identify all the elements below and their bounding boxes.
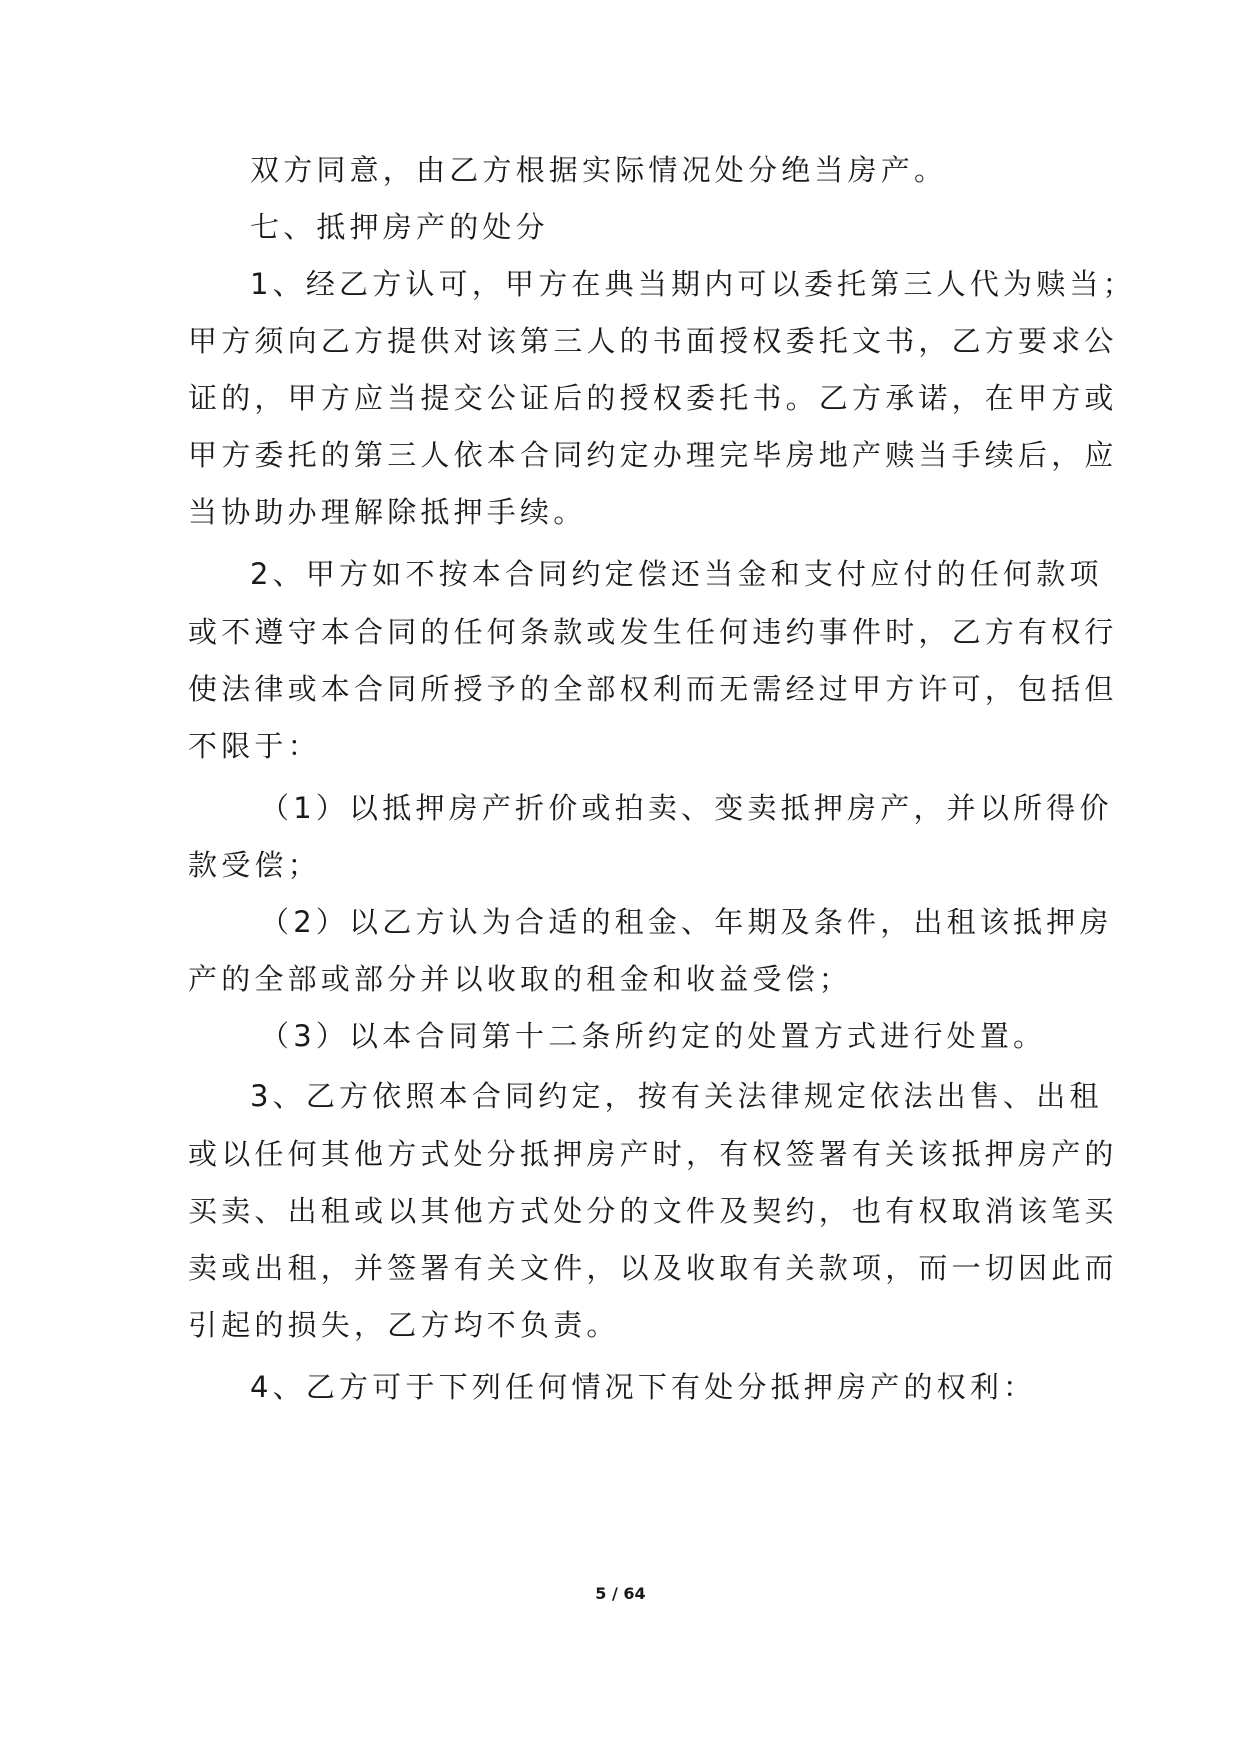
text-line: 4、乙方可于下列任何情况下有处分抵押房产的权利： [250, 1370, 1037, 1404]
text-line: 或不遵守本合同的任何条款或发生任何违约事件时，乙方有权行 [188, 615, 1118, 649]
section-heading: 七、抵押房产的处分 [250, 210, 549, 244]
page-number: 5 / 64 [595, 1584, 646, 1603]
text-line: 1、经乙方认可，甲方在典当期内可以委托第三人代为赎当； [250, 267, 1136, 301]
text-line: 产的全部或部分并以收取的租金和收益受偿； [188, 962, 853, 996]
text-line: 3、乙方依照本合同约定，按有关法律规定依法出售、出租 [250, 1079, 1103, 1113]
text-line: 使法律或本合同所授予的全部权利而无需经过甲方许可，包括但 [188, 672, 1118, 706]
text-line: 双方同意，由乙方根据实际情况处分绝当房产。 [250, 153, 948, 187]
text-line: 引起的损失，乙方均不负责。 [188, 1308, 620, 1342]
text-line: 或以任何其他方式处分抵押房产时，有权签署有关该抵押房产的 [188, 1137, 1118, 1171]
text-line: 卖或出租，并签署有关文件，以及收取有关款项，而一切因此而 [188, 1251, 1118, 1285]
text-line: 买卖、出租或以其他方式处分的文件及契约，也有权取消该笔买 [188, 1194, 1118, 1228]
text-line: （3）以本合同第十二条所约定的处置方式进行处置。 [260, 1019, 1047, 1053]
text-line: 甲方须向乙方提供对该第三人的书面授权委托文书，乙方要求公 [188, 324, 1118, 358]
text-line: （2）以乙方认为合适的租金、年期及条件，出租该抵押房 [260, 905, 1113, 939]
text-line: 甲方委托的第三人依本合同约定办理完毕房地产赎当手续后，应 [188, 438, 1118, 472]
text-line: 当协助办理解除抵押手续。 [188, 495, 587, 529]
text-line: 款受偿； [188, 848, 321, 882]
text-line: 2、甲方如不按本合同约定偿还当金和支付应付的任何款项 [250, 557, 1103, 591]
text-line: （1）以抵押房产折价或拍卖、变卖抵押房产，并以所得价 [260, 791, 1113, 825]
text-line: 证的，甲方应当提交公证后的授权委托书。乙方承诺，在甲方或 [188, 381, 1118, 415]
text-line: 不限于： [188, 729, 321, 763]
